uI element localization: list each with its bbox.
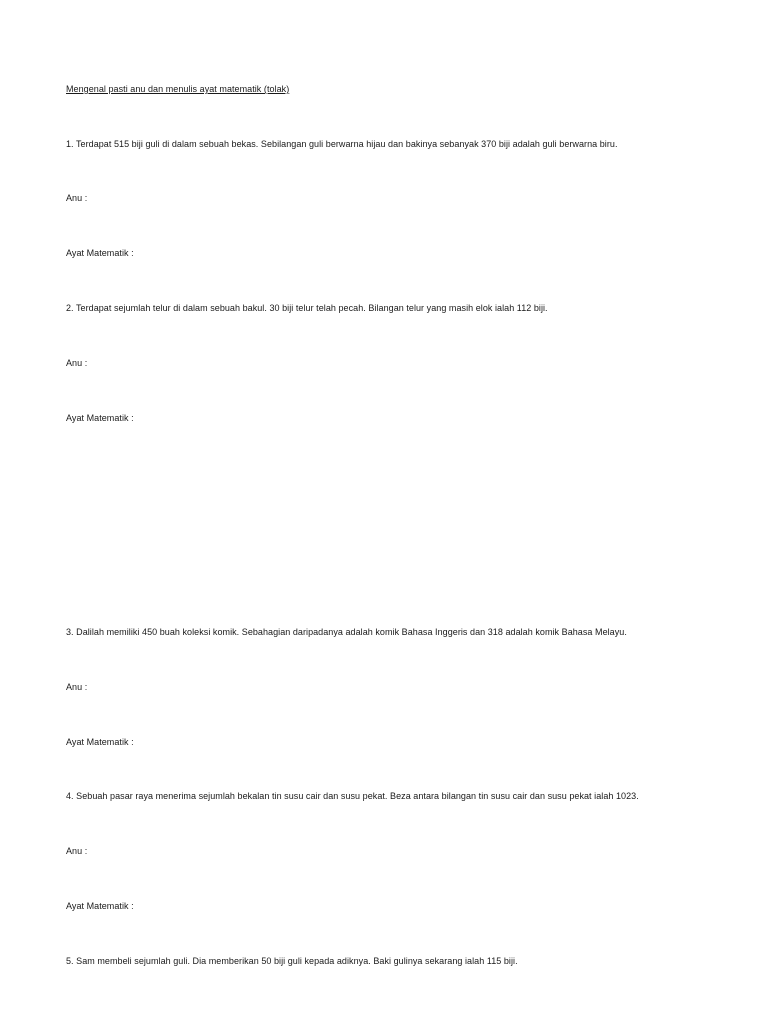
question-2-ayat-label: Ayat Matematik : [66, 413, 134, 423]
question-3-ayat-label: Ayat Matematik : [66, 737, 134, 747]
question-4-ayat-label: Ayat Matematik : [66, 901, 134, 911]
question-5-text: 5. Sam membeli sejumlah guli. Dia memberikan 50 biji guli kepada adiknya. Baki gulinya sekarang ialah 115 biji. [66, 956, 518, 966]
question-1-ayat-label: Ayat Matematik : [66, 248, 134, 258]
question-2-anu-label: Anu : [66, 358, 88, 368]
question-4-text: 4. Sebuah pasar raya menerima sejumlah bekalan tin susu cair dan susu pekat. Beza antara bilangan tin susu cair dan susu pekat ialah 1023. [66, 791, 639, 801]
question-1-text: 1. Terdapat 515 biji guli di dalam sebuah bekas. Sebilangan guli berwarna hijau dan bakinya sebanyak 370 biji adalah guli berwarna biru. [66, 139, 618, 149]
worksheet-title: Mengenal pasti anu dan menulis ayat matematik (tolak) [66, 84, 290, 94]
question-3-text: 3. Dalilah memiliki 450 buah koleksi komik. Sebahagian daripadanya adalah komik Bahasa Inggeris dan 318 adalah komik Bahasa Melayu. [66, 627, 627, 637]
question-4-anu-label: Anu : [66, 846, 88, 856]
question-3-anu-label: Anu : [66, 682, 88, 692]
question-2-text: 2. Terdapat sejumlah telur di dalam sebuah bakul. 30 biji telur telah pecah. Bilangan telur yang masih elok ialah 112 biji. [66, 303, 548, 313]
question-1-anu-label: Anu : [66, 193, 88, 203]
